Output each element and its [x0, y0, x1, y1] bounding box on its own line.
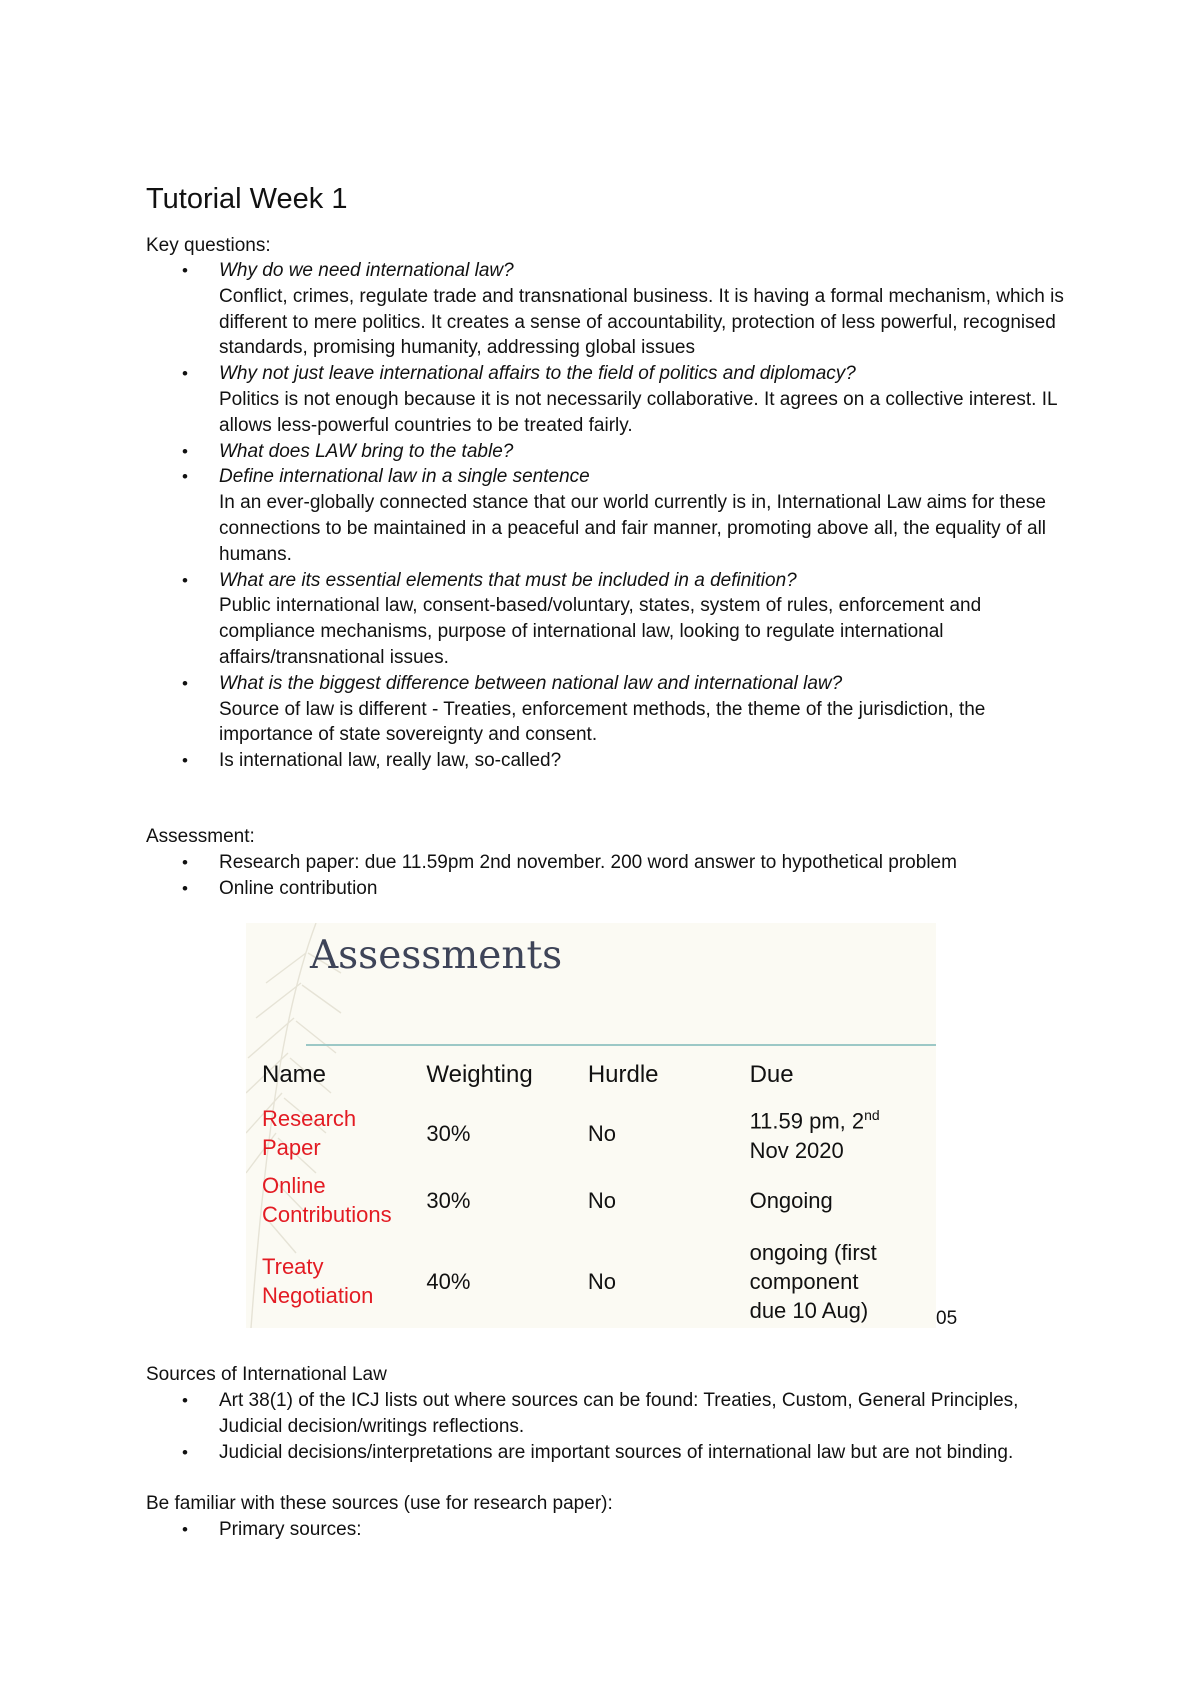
sources-label: Sources of International Law	[146, 1364, 387, 1385]
bullet-icon: •	[182, 1442, 188, 1462]
bullet-icon: •	[182, 1391, 188, 1410]
due-cell	[750, 1099, 936, 1167]
table-row	[262, 1167, 936, 1233]
bullet-icon: •	[182, 673, 188, 693]
list-item	[146, 1517, 1076, 1543]
bullet-icon: •	[182, 364, 188, 384]
list-item	[146, 1388, 1076, 1440]
column-header: Hurdle	[587, 1061, 659, 1088]
due-line: 11.59 pm, 2	[749, 1108, 865, 1134]
due-line: Ongoing	[749, 1187, 833, 1213]
column-header: Name	[262, 1061, 327, 1088]
familiar-label: Be familiar with these sources (use for research paper):	[146, 1493, 613, 1514]
assessment-name-line: Treaty	[262, 1254, 324, 1279]
table-row	[262, 1233, 936, 1328]
column-header: Due	[749, 1061, 794, 1088]
bullet-icon: •	[182, 261, 188, 280]
key-questions-label: Key questions:	[146, 235, 271, 256]
page-number: 05	[936, 1308, 958, 1329]
assessment-name-line: Negotiation	[262, 1283, 374, 1308]
due-cell	[750, 1233, 936, 1328]
table-header-row	[262, 1051, 936, 1099]
bullet-icon: •	[182, 441, 188, 461]
key-questions-list	[146, 258, 1076, 774]
question-text: What is the biggest difference between national law and international law?	[219, 672, 843, 694]
weighting-cell: 40%	[426, 1268, 471, 1294]
answer-text: In an ever-globally connected stance that our world currently is in, International Law aims for these connections to be maintained in a peaceful and fair manner, promoting above all, the equality of all humans.	[219, 492, 1047, 565]
column-header: Weighting	[426, 1061, 533, 1088]
list-item	[146, 568, 1076, 671]
list-item	[146, 850, 1076, 876]
page-title: Tutorial Week 1	[146, 183, 348, 215]
answer-text: Politics is not enough because it is not necessarily collaborative. It agrees on a collective interest. IL allows less-powerful countries to be treated fairly.	[219, 388, 1057, 436]
list-item	[146, 361, 1076, 438]
list-item	[146, 258, 1076, 361]
bullet-icon: •	[182, 1520, 188, 1539]
due-superscript: nd	[864, 1107, 880, 1124]
table-row	[262, 1099, 936, 1167]
question-text: Why do we need international law?	[219, 260, 514, 281]
due-line: ongoing (first	[749, 1239, 877, 1265]
assessment-name-cell	[262, 1233, 426, 1328]
answer-text: Public international law, consent-based/voluntary, states, system of rules, enforcement and compliance mechanisms, purpose of international law, looking to regulate international affairs/transnational issues.	[219, 595, 982, 668]
due-line: due 10 Aug)	[749, 1297, 869, 1323]
slide-divider	[306, 1044, 936, 1046]
assessment-name-cell	[262, 1167, 426, 1233]
bullet-icon: •	[182, 570, 188, 590]
question-text: Define international law in a single sentence	[219, 466, 590, 488]
hurdle-cell: No	[587, 1187, 616, 1213]
question-text: What does LAW bring to the table?	[219, 440, 514, 462]
bullet-icon: •	[182, 751, 188, 771]
answer-text: Conflict, crimes, regulate trade and transnational business. It is having a formal mechanism, which is different to mere politics. It creates a sense of accountability, protection of less powerful, recognised standards, promising humanity, addressing global issues	[219, 285, 1064, 359]
familiar-list	[146, 1517, 1076, 1543]
assessment-list	[146, 850, 1076, 902]
bullet-icon: •	[182, 878, 188, 898]
answer-text: Source of law is different - Treaties, enforcement methods, the theme of the jurisdiction, the importance of state sovereignty and consent.	[219, 698, 986, 746]
question-text: Why not just leave international affairs to the field of politics and diplomacy?	[219, 363, 856, 385]
bullet-icon: •	[182, 853, 188, 872]
list-item	[146, 439, 1076, 465]
weighting-cell: 30%	[426, 1187, 471, 1213]
question-text: What are its essential elements that must be included in a definition?	[219, 569, 797, 591]
due-line: Nov 2020	[749, 1137, 844, 1163]
question-text: Is international law, really law, so-called?	[219, 750, 562, 772]
list-item	[146, 464, 1076, 567]
assessment-name-line: Research	[262, 1106, 357, 1131]
sources-list	[146, 1388, 1076, 1465]
assessment-name-line: Paper	[262, 1135, 321, 1160]
due-line: component	[749, 1268, 859, 1294]
assessment-name-line: Online	[262, 1173, 326, 1198]
list-item	[146, 671, 1076, 748]
list-item-text: Judicial decisions/interpretations are important sources of international law but are not binding.	[219, 1441, 1014, 1463]
assessments-slide-image	[246, 923, 936, 1328]
assessment-name-line: Contributions	[262, 1202, 392, 1227]
list-item	[146, 876, 1076, 902]
assessments-table	[262, 1051, 936, 1328]
slide-title: Assessments	[310, 933, 563, 978]
list-item-text: Art 38(1) of the ICJ lists out where sources can be found: Treaties, Custom, General Principles, Judicial decision/writings reflections.	[219, 1390, 1019, 1437]
bullet-icon: •	[182, 467, 188, 487]
list-item-text: Primary sources:	[219, 1519, 362, 1540]
list-item	[146, 748, 1076, 774]
weighting-cell: 30%	[426, 1120, 471, 1146]
hurdle-cell: No	[587, 1120, 616, 1146]
hurdle-cell: No	[587, 1268, 616, 1294]
list-item-text: Research paper: due 11.59pm 2nd november. 200 word answer to hypothetical problem	[219, 852, 957, 873]
list-item	[146, 1440, 1076, 1466]
assessment-label: Assessment:	[146, 826, 255, 847]
list-item-text: Online contribution	[219, 877, 378, 899]
due-cell	[750, 1167, 936, 1233]
assessment-name-cell	[262, 1099, 426, 1167]
